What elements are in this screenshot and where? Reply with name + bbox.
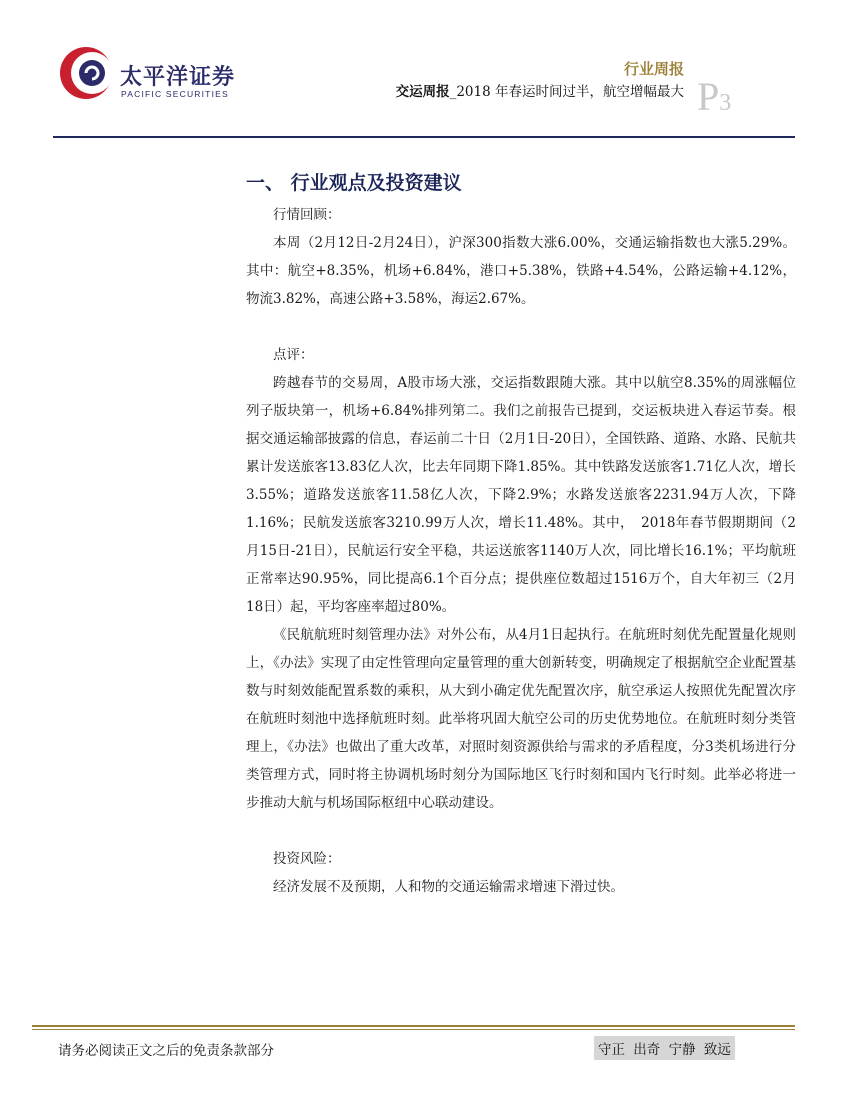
report-subtitle-rest: _2018 年春运时间过半，航空增幅最大 bbox=[449, 84, 684, 100]
footer-divider bbox=[32, 1025, 795, 1027]
section-title: 一、 行业观点及投资建议 bbox=[246, 172, 462, 194]
footer-motto: 守正 出奇 宁静 致远 bbox=[594, 1036, 735, 1060]
page-number bbox=[697, 74, 732, 119]
report-category: 行业周报 bbox=[623, 60, 684, 78]
report-body bbox=[246, 201, 796, 901]
report-subtitle bbox=[396, 80, 684, 100]
comment-heading: 点评： bbox=[273, 347, 314, 363]
risk-paragraph: 经济发展不及预期，人和物的交通运输需求增速下滑过快。 bbox=[273, 879, 624, 895]
spacer bbox=[246, 817, 796, 845]
footer-divider-thin bbox=[32, 1029, 795, 1030]
report-subtitle-bold: 交运周报 bbox=[395, 84, 450, 100]
review-paragraph: 本周（2月12日-2月24日），沪深300指数大涨6.00%，交通运输指数也大涨5.29%。其中：航空+8.35%，机场+6.84%，港口+5.38%，铁路+4.54%，公路运输+4.12%，物流3.82%，高速公路+3.58%，海运2.67%。 bbox=[246, 235, 796, 307]
brand-name-cn: 太平洋证券 bbox=[120, 65, 236, 90]
page-digit: 3 bbox=[719, 90, 732, 116]
pacific-securities-logo-icon bbox=[58, 45, 114, 101]
header-divider bbox=[53, 136, 795, 138]
comment-paragraph-1: 跨越春节的交易周，A股市场大涨，交运指数跟随大涨。其中以航空8.35%的周涨幅位列子版块第一，机场+6.84%排列第二。我们之前报告已提到，交运板块进入春运节奏。根据交通运输部披露的信息，春运前二十日（2月1日-20日），全国铁路、道路、水路、民航共累计发送旅客13.83亿人次，比去年同期下降1.85%。其中铁路发送旅客1.71亿人次，增长3.55%；道路发送旅客11.58亿人次，下降2.9%；水路发送旅客2231.94万人次，下降1.16%；民航发送旅客3210.99万人次，增长11.48%。其中， 2018年春节假期期间（2月15日-21日），民航运行安全平稳，共运送旅客1140万人次，同比增长16.1%；平均航班正常率达90.95%，同比提高6.1个百分点；提供座位数超过1516万个，自大年初三（2月18日）起，平均客座率超过80%。 bbox=[246, 375, 796, 615]
review-heading: 行情回顾： bbox=[273, 207, 341, 223]
brand-name-en: PACIFIC SECURITIES bbox=[121, 89, 229, 99]
risk-heading: 投资风险： bbox=[273, 851, 341, 867]
comment-paragraph-2: 《民航航班时刻管理办法》对外公布，从4月1日起执行。在航班时刻优先配置量化规则上，《办法》实现了由定性管理向定量管理的重大创新转变，明确规定了根据航空企业配置基数与时刻效能配置系数的乘积，从大到小确定优先配置次序，航空承运人按照优先配置次序在航班时刻池中选择航班时刻。此举将巩固大航空公司的历史优势地位。在航班时刻分类管理上，《办法》也做出了重大改革，对照时刻资源供给与需求的矛盾程度，分3类机场进行分类管理方式，同时将主协调机场时刻分为国际地区飞行时刻和国内飞行时刻。此举必将进一步推动大航与机场国际枢纽中心联动建设。 bbox=[246, 627, 796, 811]
spacer bbox=[246, 313, 796, 341]
page-letter: P bbox=[697, 74, 720, 119]
footer-disclaimer: 请务必阅读正文之后的免责条款部分 bbox=[58, 1043, 274, 1059]
